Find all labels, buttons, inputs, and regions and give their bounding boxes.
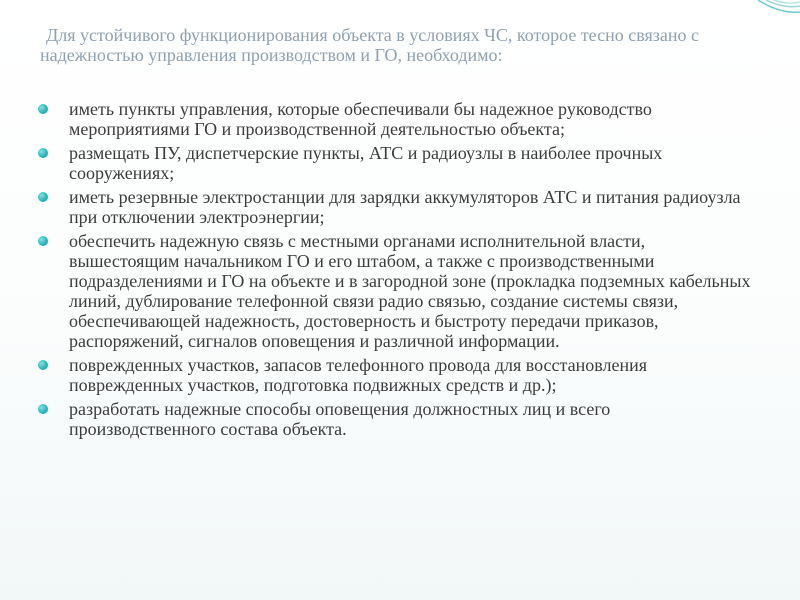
corner-decoration-icon bbox=[740, 0, 800, 40]
bullet-icon bbox=[38, 404, 48, 414]
bullet-text: иметь пункты управления, которые обеспечивали бы надежное руководство мероприятиями ГО и производственной деятельностью объекта; bbox=[69, 99, 652, 139]
bullet-text: иметь резервные электростанции для зарядки аккумуляторов АТС и питания радиоузла при отключении электроэнергии; bbox=[69, 187, 741, 227]
bullet-text: размещать ПУ, диспетчерские пункты, АТС и радиоузлы в наиболее прочных сооружениях; bbox=[69, 143, 663, 183]
list-item bbox=[38, 99, 753, 139]
bullet-text: обеспечить надежную связь с местными органами исполнительной власти, вышестоящим начальником ГО и его штабом, а также с производственными подразделениями и ГО на объекте и в загородной зоне (прокладка подземных кабельных линий, дублирование телефонной связи радио связью, создание системы связи, обеспечивающей надежность, достоверность и быстроту передачи приказов, распоряжений, сигналов оповещения и различной информации. bbox=[69, 231, 751, 351]
bullet-icon bbox=[38, 192, 48, 202]
bullet-icon bbox=[38, 104, 48, 114]
list-item bbox=[38, 399, 753, 439]
intro-paragraph: Для устойчивого функционирования объекта в условиях ЧС, которое тесно связано с надежностью управления производством и ГО, необходимо: bbox=[40, 25, 699, 65]
bullet-icon bbox=[38, 148, 48, 158]
bullet-icon bbox=[38, 236, 48, 246]
list-item bbox=[38, 355, 753, 395]
list-item bbox=[38, 231, 753, 351]
bullet-text: разработать надежные способы оповещения должностных лиц и всего производственного состава объекта. bbox=[69, 399, 611, 439]
bullet-list bbox=[38, 99, 753, 443]
list-item bbox=[38, 187, 753, 227]
list-item bbox=[38, 143, 753, 183]
bullet-icon bbox=[38, 360, 48, 370]
bullet-text: поврежденных участков, запасов телефонного провода для восстановления поврежденных участков, подготовка подвижных средств и др.); bbox=[69, 355, 648, 395]
